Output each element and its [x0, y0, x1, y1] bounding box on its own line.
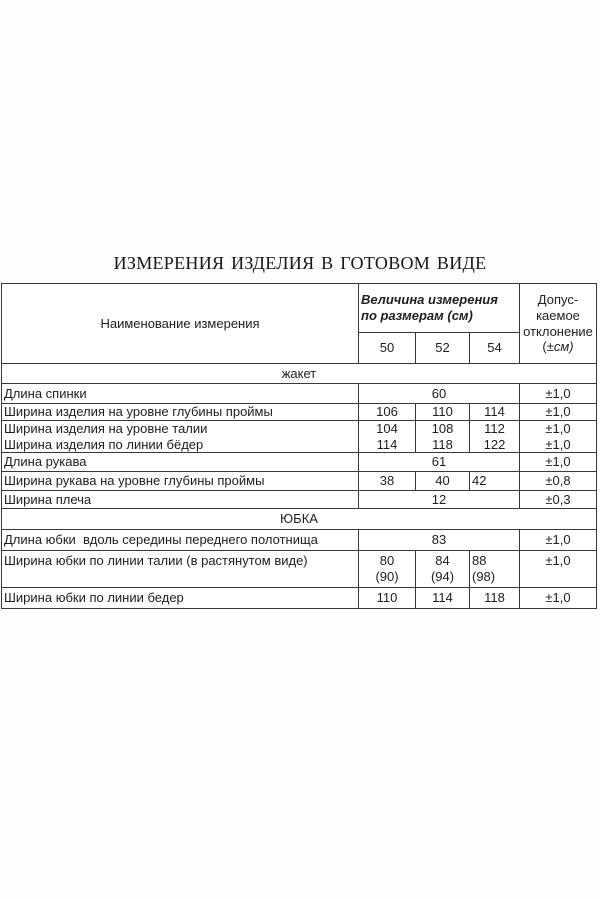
deviation-value-cell: ±1,0	[520, 437, 597, 453]
size-value-cell: 114	[470, 404, 520, 421]
deviation-value-cell: ±1,0	[520, 384, 597, 404]
measurement-name-cell: Ширина юбки по линии талии (в растянутом виде)	[2, 551, 359, 588]
measurement-name-cell: Ширина изделия по линии бёдер	[2, 437, 359, 453]
size-value-cell	[359, 551, 416, 588]
size-group-header: Величина измерения по размерам (см)	[359, 284, 520, 333]
size-value-cell: 108	[416, 421, 470, 437]
size-value-cell: 60	[359, 384, 520, 404]
table-row	[2, 588, 597, 609]
size-column-header-52: 52	[416, 333, 470, 364]
size-value-cell	[416, 551, 470, 588]
size-value-cell: 110	[359, 588, 416, 609]
size-value-cell: 83	[359, 530, 520, 551]
table-row	[2, 437, 597, 453]
measurement-name-cell: Длина рукава	[2, 453, 359, 472]
deviation-unit: (±см)	[542, 339, 574, 355]
size-value-cell: 12	[359, 491, 520, 509]
deviation-header-line: каемое	[536, 307, 580, 323]
table-row	[2, 453, 597, 472]
value-line: (98)	[472, 568, 496, 584]
deviation-column-header	[520, 284, 597, 364]
deviation-value-cell: ±1,0	[520, 421, 597, 437]
table-row	[2, 404, 597, 421]
size-value-cell: 61	[359, 453, 520, 472]
measurement-name-cell: Ширина изделия на уровне талии	[2, 421, 359, 437]
deviation-value-cell: ±1,0	[520, 551, 597, 588]
value-line: 80	[379, 553, 395, 569]
table-row	[2, 472, 597, 491]
measurement-name-cell: Ширина плеча	[2, 491, 359, 509]
deviation-header-line: отклонение	[523, 323, 593, 339]
size-value-cell: 122	[470, 437, 520, 453]
size-value-cell: 40	[416, 472, 470, 491]
table-row	[2, 491, 597, 509]
table-row	[2, 421, 597, 437]
size-value-cell: 118	[470, 588, 520, 609]
measurement-name-cell: Ширина юбки по линии бедер	[2, 588, 359, 609]
deviation-value-cell: ±1,0	[520, 530, 597, 551]
page-title: ИЗМЕРЕНИЯ ИЗДЕЛИЯ В ГОТОВОМ ВИДЕ	[113, 253, 487, 273]
table-row	[2, 551, 597, 588]
section-label: жакет	[2, 364, 597, 384]
table-row	[2, 384, 597, 404]
table-row	[2, 530, 597, 551]
value-line: (90)	[375, 568, 399, 584]
section-row-skirt	[2, 509, 597, 530]
measurement-name-cell: Длина спинки	[2, 384, 359, 404]
measurement-name-cell: Ширина рукава на уровне глубины проймы	[2, 472, 359, 491]
value-line: 88	[472, 553, 487, 569]
deviation-value-cell: ±1,0	[520, 588, 597, 609]
size-value-cell: 104	[359, 421, 416, 437]
measurement-name-cell: Ширина изделия на уровне глубины проймы	[2, 404, 359, 421]
deviation-value-cell: ±0,3	[520, 491, 597, 509]
measurements-table	[1, 283, 597, 609]
name-column-header: Наименование измерения	[2, 284, 359, 364]
deviation-value-cell: ±1,0	[520, 453, 597, 472]
size-value-cell: 114	[416, 588, 470, 609]
header-row-group	[2, 284, 597, 333]
deviation-header-line: Допус-	[537, 292, 579, 308]
deviation-value-cell: ±1,0	[520, 404, 597, 421]
value-line: (94)	[430, 568, 455, 584]
section-label: ЮБКА	[2, 509, 597, 530]
size-value-cell: 114	[359, 437, 416, 453]
size-value-cell: 38	[359, 472, 416, 491]
size-value-cell: 112	[470, 421, 520, 437]
size-value-cell: 42	[470, 472, 520, 491]
size-value-cell: 106	[359, 404, 416, 421]
section-row-jacket	[2, 364, 597, 384]
size-column-header-50: 50	[359, 333, 416, 364]
value-line: 84	[435, 553, 450, 569]
size-column-header-54: 54	[470, 333, 520, 364]
measurement-name-cell: Длина юбки вдоль середины переднего полотнища	[2, 530, 359, 551]
size-value-cell: 118	[416, 437, 470, 453]
size-value-cell	[470, 551, 520, 588]
deviation-value-cell: ±0,8	[520, 472, 597, 491]
size-value-cell: 110	[416, 404, 470, 421]
